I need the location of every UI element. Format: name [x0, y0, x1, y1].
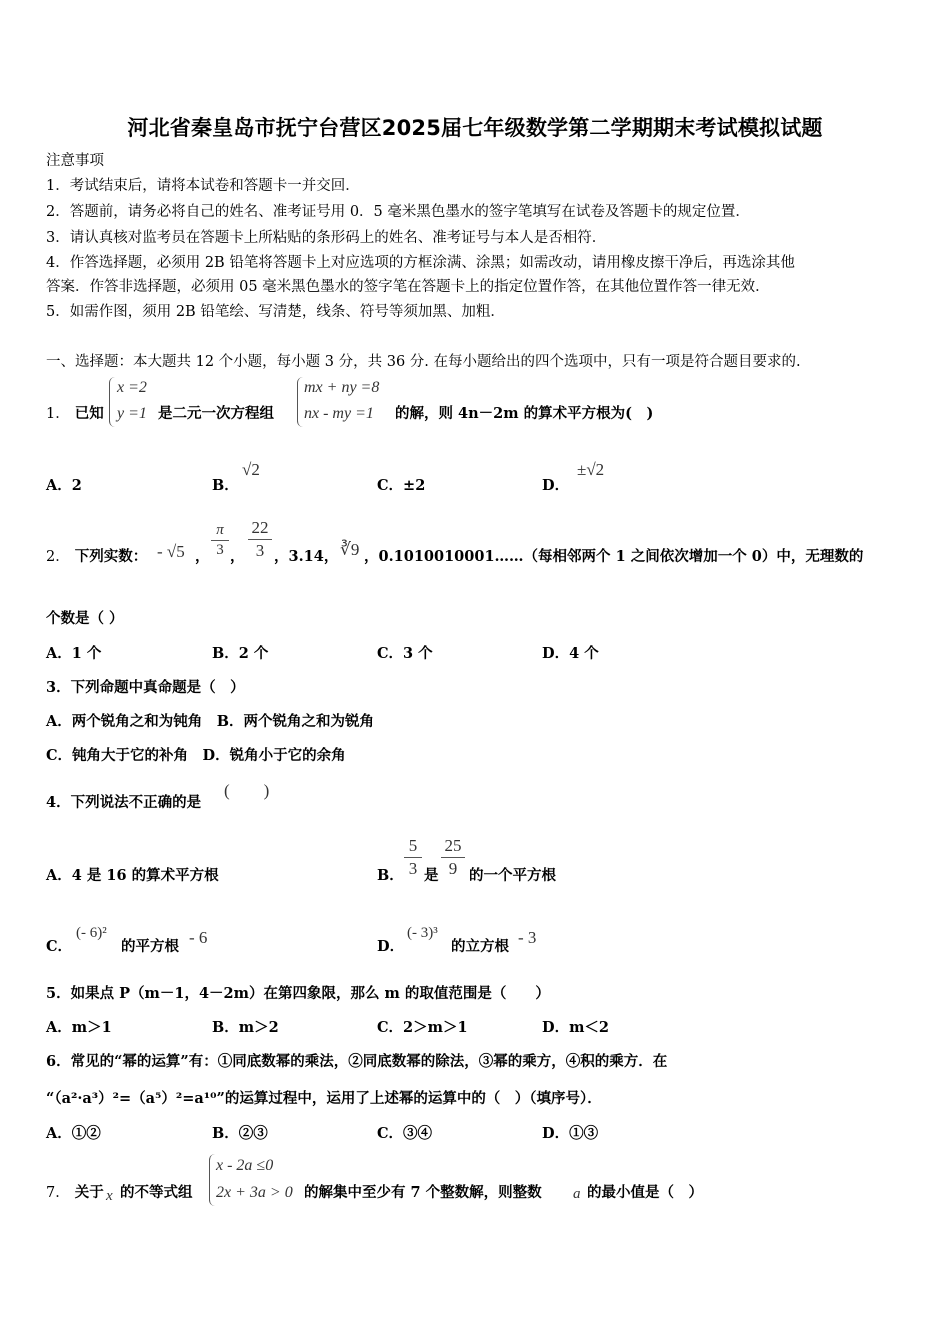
power-expression: (- 6)²: [76, 925, 107, 941]
brace-icon: [109, 377, 116, 427]
equation: x =2: [117, 379, 147, 396]
question-7: [46, 1181, 104, 1202]
question-text: 的解，则 4n－2m 的算术平方根为( ): [395, 405, 654, 422]
option-c[interactable]: [46, 935, 72, 956]
denominator: 9: [448, 859, 458, 878]
option-c[interactable]: C．±2: [377, 477, 426, 494]
option-d[interactable]: D．m＜2: [542, 1019, 610, 1036]
variable-a: a: [573, 1186, 581, 1202]
fraction-25-over-9: [441, 836, 465, 879]
equation: nx - my =1: [304, 405, 374, 422]
question-text: 个数是（ ）: [46, 610, 124, 627]
option-a[interactable]: A．m＞1: [46, 1019, 112, 1036]
options-row[interactable]: A．两个锐角之和为钝角 B．两个锐角之和为锐角: [46, 713, 375, 730]
brace-icon: [209, 1154, 216, 1206]
note-item: 5．如需作图，须用 2B 铅笔绘、写清楚，线条、符号等须加黑、加粗．: [46, 304, 505, 320]
question-2: [46, 545, 147, 566]
question-text: 已知: [74, 405, 104, 422]
option-b[interactable]: [377, 864, 404, 885]
question-number: 7．: [46, 1185, 70, 1201]
plus-minus-sqrt-2: ±√2: [577, 460, 605, 479]
answer-paren: ( ): [224, 781, 270, 800]
option-label: D．: [377, 938, 405, 955]
option-b[interactable]: B．②③: [212, 1125, 268, 1142]
note-item: 4．作答选择题，必须用 2B 铅笔将答题卡上对应选项的方框涂满、涂黑；如需改动，请用橡皮擦干净后，再选涂其他: [46, 255, 795, 271]
notes-heading: 注意事项: [46, 153, 104, 169]
question-text: ，3.14，: [274, 548, 339, 565]
option-b[interactable]: [212, 474, 239, 495]
option-label: B．: [212, 477, 239, 494]
question-text: 的解集中至少有 7 个整数解，则整数: [304, 1184, 542, 1201]
section-heading: 一、选择题：本大题共 12 个小题，每小题 3 分，共 36 分. 在每小题给出的四个选项中，只有一项是符合题目要求的.: [46, 354, 801, 370]
equation-system: [304, 375, 379, 427]
neg-sqrt-5: - √5: [157, 542, 185, 561]
option-d[interactable]: D．①③: [542, 1125, 599, 1142]
option-text: 是: [424, 867, 439, 884]
fraction-22-over-3: [248, 518, 272, 561]
option-text: 的立方根: [451, 938, 509, 955]
denominator: 3: [408, 859, 418, 878]
option-c[interactable]: C．③④: [377, 1125, 433, 1142]
equation: mx + ny =8: [304, 379, 380, 396]
note-item: 答案．作答非选择题，必须用 05 毫米黑色墨水的签字笔在答题卡上的指定位置作答，在其他位置作答一律无效．: [46, 279, 770, 295]
question-text: 下列实数：: [74, 548, 148, 565]
cube-root-9: ∛9: [340, 540, 360, 559]
option-value: - 6: [189, 928, 208, 947]
option-b[interactable]: B．2 个: [212, 645, 269, 662]
question-text: “（a²·a³）²=（a⁵）²=a¹⁰”的运算过程中，运用了上述幂的运算中的（ ）（填序号）．: [46, 1090, 602, 1107]
question-number: 2．: [46, 549, 70, 565]
fraction-5-over-3: [404, 836, 422, 879]
inequality-system: [216, 1152, 293, 1206]
option-a[interactable]: A．1 个: [46, 645, 102, 662]
option-c[interactable]: C．3 个: [377, 645, 433, 662]
numerator: 22: [251, 518, 269, 537]
page-title: 河北省秦皇岛市抚宁台营区2025届七年级数学第二学期期末考试模拟试题: [127, 116, 823, 140]
option-a[interactable]: A．①②: [46, 1125, 101, 1142]
question-text: ，0.1010010001……（每相邻两个 1 之间依次增加一个 0）中，无理数的: [364, 548, 864, 565]
fraction-pi-over-3: [211, 522, 229, 559]
equation: y =1: [117, 405, 147, 422]
note-item: 3．请认真核对监考员在答题卡上所粘贴的条形码上的姓名、准考证号与本人是否相符．: [46, 230, 607, 246]
variable-x: x: [106, 1188, 113, 1204]
note-item: 1．考试结束后，请将本试卷和答题卡一并交回．: [46, 178, 360, 194]
option-c[interactable]: C．2＞m＞1: [377, 1019, 468, 1036]
question-text: 的最小值是（ ）: [587, 1184, 703, 1201]
brace-icon: [297, 377, 304, 427]
question-4: 4．下列说法不正确的是: [46, 794, 202, 811]
question-text: 关于: [74, 1184, 104, 1201]
option-a[interactable]: A．2: [46, 477, 82, 494]
question-1: [46, 402, 104, 423]
options-row[interactable]: C．钝角大于它的补角 D．锐角小于它的余角: [46, 747, 346, 764]
option-d[interactable]: [377, 935, 404, 956]
comma: ，: [195, 548, 210, 565]
denominator: 3: [255, 541, 265, 560]
question-text: 是二元一次方程组: [158, 405, 274, 422]
option-d[interactable]: D．4 个: [542, 645, 599, 662]
sqrt-2: √2: [242, 460, 260, 479]
note-item: 2．答题前，请务必将自己的姓名、准考证号用 0．5 毫米黑色墨水的签字笔填写在试卷及答题卡的规定位置．: [46, 204, 750, 220]
option-d[interactable]: [542, 474, 569, 495]
option-label: C．: [46, 938, 73, 955]
option-text: 的平方根: [121, 938, 179, 955]
power-expression: (- 3)³: [407, 925, 438, 941]
option-value: - 3: [518, 928, 537, 947]
numerator: 25: [444, 836, 462, 855]
numerator: π: [216, 522, 224, 538]
question-number: 1．: [46, 406, 70, 422]
inequality: x - 2a ≤0: [216, 1157, 274, 1174]
equation-system: [117, 375, 147, 427]
denominator: 3: [216, 542, 224, 558]
inequality: 2x + 3a > 0: [216, 1184, 293, 1201]
question-5: 5．如果点 P（m－1，4－2m）在第四象限，那么 m 的取值范围是（ ）: [46, 985, 550, 1002]
option-text: 的一个平方根: [469, 867, 556, 884]
option-label: D．: [542, 477, 570, 494]
option-a[interactable]: A．4 是 16 的算术平方根: [46, 867, 219, 884]
question-6: 6．常见的“幂的运算”有：①同底数幂的乘法，②同底数幂的除法，③幂的乘方，④积的乘方．在: [46, 1053, 668, 1070]
numerator: 5: [408, 836, 418, 855]
option-b[interactable]: B．m＞2: [212, 1019, 279, 1036]
comma: ，: [230, 548, 245, 565]
question-3: 3．下列命题中真命题是（ ）: [46, 679, 245, 696]
question-text: 的不等式组: [120, 1184, 193, 1201]
option-label: B．: [377, 867, 404, 884]
